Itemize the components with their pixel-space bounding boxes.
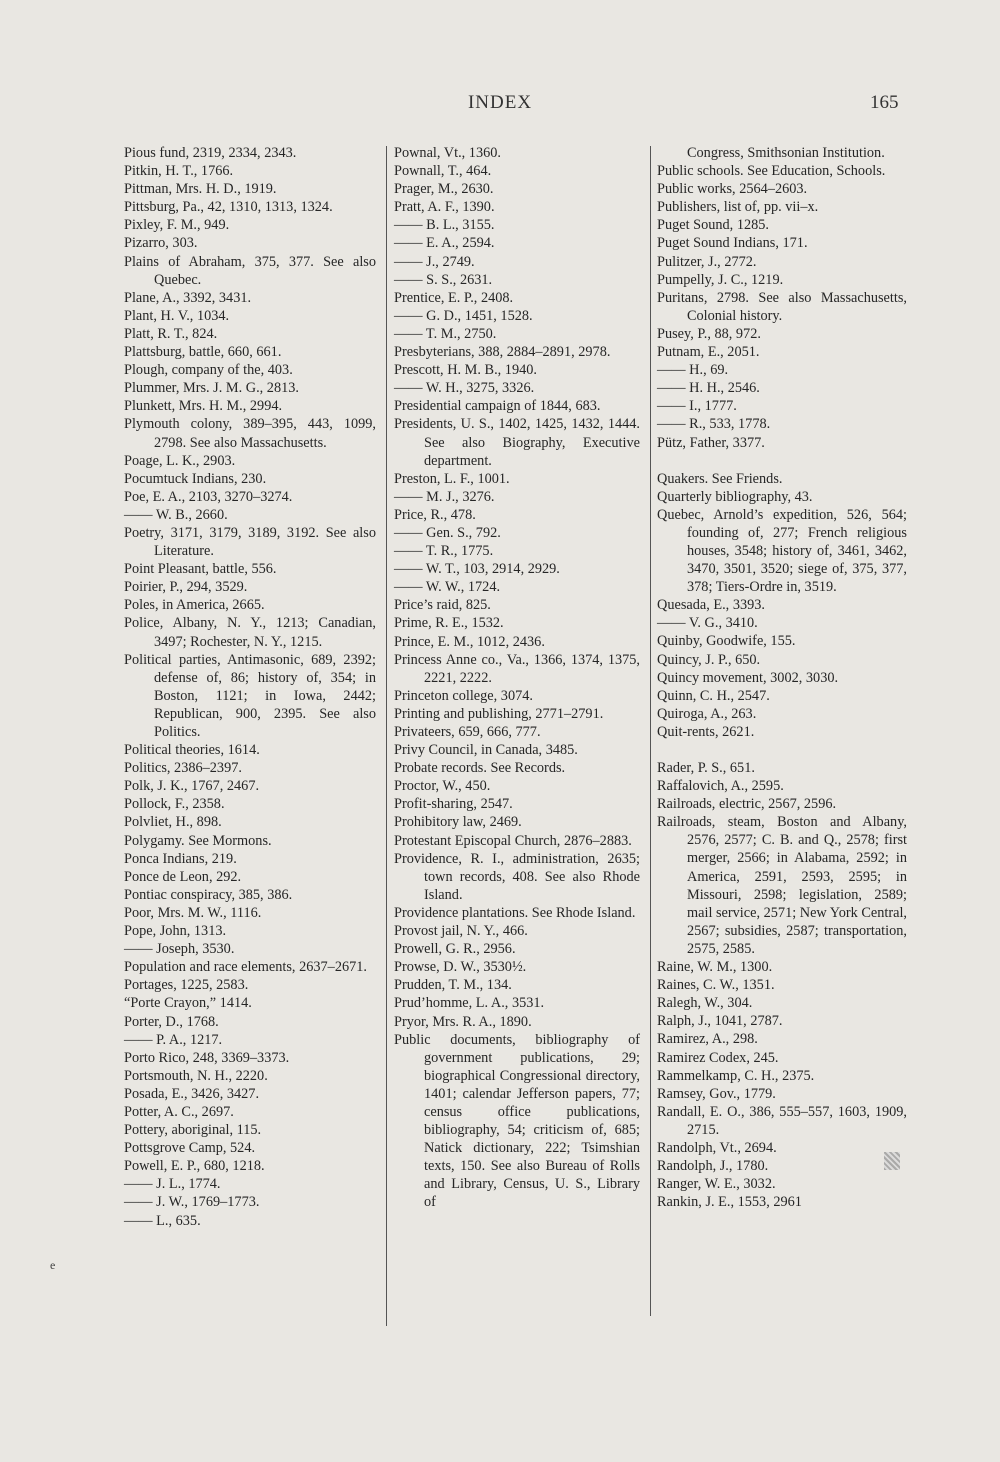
index-entry: Point Pleasant, battle, 556. — [124, 561, 277, 578]
column-divider — [386, 146, 387, 1326]
index-entry: Quincy movement, 3002, 3030. — [657, 669, 839, 686]
index-entry: Ramirez, A., 298. — [657, 1031, 758, 1048]
index-entry: Puget Sound, 1285. — [657, 217, 770, 234]
index-entry: Providence, R. I., administration, 2635; town records, 408. See also Rhode Island. — [394, 850, 640, 903]
index-entry: Posada, E., 3426, 3427. — [124, 1085, 260, 1102]
index-entry: Raine, W. M., 1300. — [657, 959, 773, 976]
index-entry: Protestant Episcopal Church, 2876–2883. — [394, 832, 632, 849]
index-entry: Princess Anne co., Va., 1366, 1374, 1375, 2221, 2222. — [394, 651, 640, 686]
index-entry: —— T. R., 1775. — [394, 543, 494, 560]
index-entry: —— W. B., 2660. — [124, 506, 228, 523]
index-entry: Pious fund, 2319, 2334, 2343. — [124, 145, 297, 161]
index-entry: Congress, Smithsonian Institution. — [687, 145, 885, 161]
index-entry: Quinn, C. H., 2547. — [657, 687, 770, 704]
index-entry: Randolph, J., 1780. — [657, 1158, 769, 1175]
index-entry: Railroads, steam, Boston and Albany, 2576, 2577; C. B. and Q., 2578; first merger, 2566; in Alabama, 2592; in America, 2591, 2593, 2595; in Missouri, 2598; legislation, 2589; mail service, 2571; New York Central, 2567; subsidies, 2587; transportation, 2575, 2585. — [657, 814, 907, 957]
index-entry: Puget Sound Indians, 171. — [657, 235, 808, 252]
index-entry: Pottery, aboriginal, 115. — [124, 1122, 262, 1139]
index-entry: Presbyterians, 388, 2884–2891, 2978. — [394, 344, 611, 361]
index-entry: Poor, Mrs. M. W., 1116. — [124, 904, 262, 921]
index-entry: Prowse, D. W., 3530½. — [394, 959, 527, 976]
index-entry: Prohibitory law, 2469. — [394, 814, 522, 831]
index-entry: Raines, C. W., 1351. — [657, 977, 775, 994]
index-entry: Rader, P. S., 651. — [657, 760, 755, 776]
index-entry: Proctor, W., 450. — [394, 778, 491, 795]
index-entry: —— J. W., 1769–1773. — [124, 1194, 260, 1211]
index-entry: —— J., 2749. — [394, 253, 475, 270]
index-entry: Publishers, list of, pp. vii–x. — [657, 199, 819, 216]
index-entry: Privateers, 659, 666, 777. — [394, 724, 541, 740]
index-entry: Plattsburg, battle, 660, 661. — [124, 344, 282, 361]
index-entry: Pryor, Mrs. R. A., 1890. — [394, 1013, 532, 1030]
index-entry: Randall, E. O., 386, 555–557, 1603, 1909, 2715. — [657, 1103, 907, 1138]
index-entry: Preston, L. F., 1001. — [394, 470, 510, 487]
index-entry: Pulitzer, J., 2772. — [657, 253, 757, 270]
index-entry: Poe, E. A., 2103, 3270–3274. — [124, 488, 293, 505]
index-entry: Raffalovich, A., 2595. — [657, 778, 784, 795]
index-entry: Provost jail, N. Y., 466. — [394, 923, 528, 940]
page-title: INDEX — [467, 92, 533, 113]
index-entry: Public schools. See Education, Schools. — [657, 163, 886, 180]
index-entry: —— W. H., 3275, 3326. — [394, 380, 535, 397]
index-entry: Profit-sharing, 2547. — [394, 796, 513, 813]
index-entry: Probate records. See Records. — [394, 760, 566, 777]
index-entry: Poles, in America, 2665. — [124, 597, 265, 614]
index-entry: Ramsey, Gov., 1779. — [657, 1085, 776, 1102]
index-entry: Pixley, F. M., 949. — [124, 217, 230, 234]
index-entry: Quarterly bibliography, 43. — [657, 488, 813, 505]
index-entry: Privy Council, in Canada, 3485. — [394, 742, 578, 759]
index-entry: Politics, 2386–2397. — [124, 760, 242, 777]
index-entry: Presidential campaign of 1844, 683. — [394, 398, 601, 415]
index-entry: Pollock, F., 2358. — [124, 796, 225, 813]
index-entry: Plummer, Mrs. J. M. G., 2813. — [124, 380, 299, 397]
index-entry: —— M. J., 3276. — [394, 488, 495, 505]
index-entry: Poirier, P., 294, 3529. — [124, 579, 248, 596]
margin-mark: e — [50, 1258, 56, 1272]
index-entry: Quit-rents, 2621. — [657, 723, 755, 740]
index-entry: Quakers. See Friends. — [657, 470, 783, 487]
index-entry: Pusey, P., 88, 972. — [657, 325, 761, 342]
index-entry: Prince, E. M., 1012, 2436. — [394, 633, 545, 650]
index-entry: Pittman, Mrs. H. D., 1919. — [124, 181, 277, 198]
index-entry: Pope, John, 1313. — [124, 923, 227, 940]
index-entry: Rammelkamp, C. H., 2375. — [657, 1067, 815, 1084]
index-entry: Political theories, 1614. — [124, 742, 260, 759]
index-entry: Pontiac conspiracy, 385, 386. — [124, 886, 293, 903]
index-entry: —— I., 1777. — [657, 398, 737, 415]
index-entry: —— V. G., 3410. — [657, 615, 758, 632]
index-entry: —— G. D., 1451, 1528. — [394, 307, 533, 324]
index-entry: —— R., 533, 1778. — [657, 416, 771, 433]
index-entry: Portsmouth, N. H., 2220. — [124, 1067, 268, 1084]
index-entry: —— Joseph, 3530. — [124, 941, 235, 958]
index-entry: Railroads, electric, 2567, 2596. — [657, 796, 837, 813]
index-entry: Quinby, Goodwife, 155. — [657, 633, 796, 650]
index-entry: Population and race elements, 2637–2671. — [124, 959, 367, 976]
index-entry: Plant, H. V., 1034. — [124, 307, 230, 324]
index-entry: —— W. T., 103, 2914, 2929. — [394, 561, 560, 578]
index-entry: Randolph, Vt., 2694. — [657, 1139, 777, 1156]
index-column-2 — [394, 144, 640, 1212]
index-entry: Ponca Indians, 219. — [124, 850, 237, 867]
index-entry: Pumpelly, J. C., 1219. — [657, 271, 784, 288]
index-entry: —— E. A., 2594. — [394, 235, 495, 252]
index-entry: Ramirez Codex, 245. — [657, 1049, 779, 1066]
index-column-1 — [124, 144, 376, 1230]
index-entry: Ponce de Leon, 292. — [124, 868, 242, 885]
index-entry: Putnam, E., 2051. — [657, 344, 760, 361]
index-entry: Pownal, Vt., 1360. — [394, 145, 501, 161]
index-entry: Ralegh, W., 304. — [657, 995, 753, 1012]
column-divider — [650, 146, 651, 1316]
index-entry: Plains of Abraham, 375, 377. See also Quebec. — [124, 253, 376, 288]
index-entry: —— H., 69. — [657, 362, 729, 379]
index-entry: Princeton college, 3074. — [394, 687, 533, 704]
index-entry: —— T. M., 2750. — [394, 325, 497, 342]
index-entry: —— H. H., 2546. — [657, 380, 760, 397]
index-entry: Portages, 1225, 2583. — [124, 977, 249, 994]
index-entry: Ralph, J., 1041, 2787. — [657, 1013, 783, 1030]
index-entry: Prescott, H. M. B., 1940. — [394, 362, 537, 379]
index-entry: Pocumtuck Indians, 230. — [124, 470, 267, 487]
index-entry: Prowell, G. R., 2956. — [394, 941, 516, 958]
index-entry: Pizarro, 303. — [124, 235, 198, 252]
index-entry: Public documents, bibliography of government publications, 29; biographical Congressional directory, 1401; calendar Jefferson papers, 77; census office publications, bibliography, 54; criticism of, 685; Natick dictionary, 222; Tsimshian texts, 150. See also Bureau of Rolls and Library, Census, U. S., Library of — [394, 1031, 640, 1211]
index-entry: Pittsburg, Pa., 42, 1310, 1313, 1324. — [124, 199, 333, 216]
index-entry: Quesada, E., 3393. — [657, 597, 765, 614]
index-entry: Puritans, 2798. See also Massachusetts, Colonial history. — [657, 289, 907, 324]
index-entry: Prudden, T. M., 134. — [394, 977, 512, 994]
index-entry: Price’s raid, 825. — [394, 597, 491, 614]
index-entry: Pownall, T., 464. — [394, 163, 492, 180]
index-entry: Quincy, J. P., 650. — [657, 651, 761, 668]
index-entry: Pitkin, H. T., 1766. — [124, 163, 234, 180]
index-entry: —— Gen. S., 792. — [394, 524, 501, 541]
index-entry: —— P. A., 1217. — [124, 1031, 223, 1048]
index-entry: Quebec, Arnold’s expedition, 526, 564; founding of, 277; French religious houses, 3548; history of, 3461, 3462, 3470, 3501, 3520; siege of, 375, 377, 378; Tiers-Ordre in, 3519. — [657, 506, 907, 596]
index-entry: Plane, A., 3392, 3431. — [124, 289, 252, 306]
index-entry: Political parties, Antimasonic, 689, 2392; defense of, 86; history of, 354; in Boston, 1121; in Iowa, 2442; Republican, 900, 2395. See also Politics. — [124, 651, 376, 740]
index-entry: —— B. L., 3155. — [394, 217, 495, 234]
index-entry: Polvliet, H., 898. — [124, 814, 222, 831]
index-entry: —— L., 635. — [124, 1212, 201, 1229]
index-entry: Powell, E. P., 680, 1218. — [124, 1158, 265, 1175]
index-entry: Porter, D., 1768. — [124, 1013, 219, 1030]
index-entry: Quiroga, A., 263. — [657, 705, 757, 722]
index-entry: Price, R., 478. — [394, 506, 476, 523]
index-entry: Poetry, 3171, 3179, 3189, 3192. See also Literature. — [124, 524, 376, 560]
page-number: 165 — [870, 92, 899, 113]
index-entry: Pratt, A. F., 1390. — [394, 199, 495, 216]
index-entry: Plunkett, Mrs. H. M., 2994. — [124, 398, 283, 415]
index-entry: Poage, L. K., 2903. — [124, 452, 236, 469]
index-entry: —— J. L., 1774. — [124, 1176, 221, 1193]
index-entry: Ranger, W. E., 3032. — [657, 1176, 776, 1193]
index-entry: Polygamy. See Mormons. — [124, 832, 272, 849]
index-entry: Rankin, J. E., 1553, 2961 — [657, 1194, 802, 1211]
index-entry: “Porte Crayon,” 1414. — [124, 995, 252, 1012]
index-entry: Pütz, Father, 3377. — [657, 434, 765, 451]
index-entry: Presidents, U. S., 1402, 1425, 1432, 1444. See also Biography, Executive department. — [394, 416, 640, 469]
index-column-3 — [657, 144, 907, 1211]
index-entry: Polk, J. K., 1767, 2467. — [124, 778, 260, 795]
index-entry: Public works, 2564–2603. — [657, 181, 808, 198]
index-entry: Providence plantations. See Rhode Island. — [394, 904, 636, 921]
index-entry: Plymouth colony, 389–395, 443, 1099, 2798. See also Massachusetts. — [124, 416, 376, 451]
index-entry: Pottsgrove Camp, 524. — [124, 1140, 256, 1157]
index-entry: Prager, M., 2630. — [394, 181, 494, 198]
library-stamp-icon — [884, 1152, 900, 1170]
index-entry: Potter, A. C., 2697. — [124, 1103, 234, 1120]
index-entry: Plough, company of the, 403. — [124, 362, 293, 379]
index-entry: —— W. W., 1724. — [394, 579, 501, 596]
index-entry: Printing and publishing, 2771–2791. — [394, 705, 604, 722]
index-entry: Platt, R. T., 824. — [124, 325, 218, 342]
index-entry: —— S. S., 2631. — [394, 271, 493, 288]
index-entry: Police, Albany, N. Y., 1213; Canadian, 3497; Rochester, N. Y., 1215. — [124, 615, 376, 650]
index-entry: Prime, R. E., 1532. — [394, 615, 504, 632]
index-entry: Porto Rico, 248, 3369–3373. — [124, 1049, 290, 1066]
index-entry: Prud’homme, L. A., 3531. — [394, 995, 545, 1012]
index-entry: Prentice, E. P., 2408. — [394, 289, 514, 306]
